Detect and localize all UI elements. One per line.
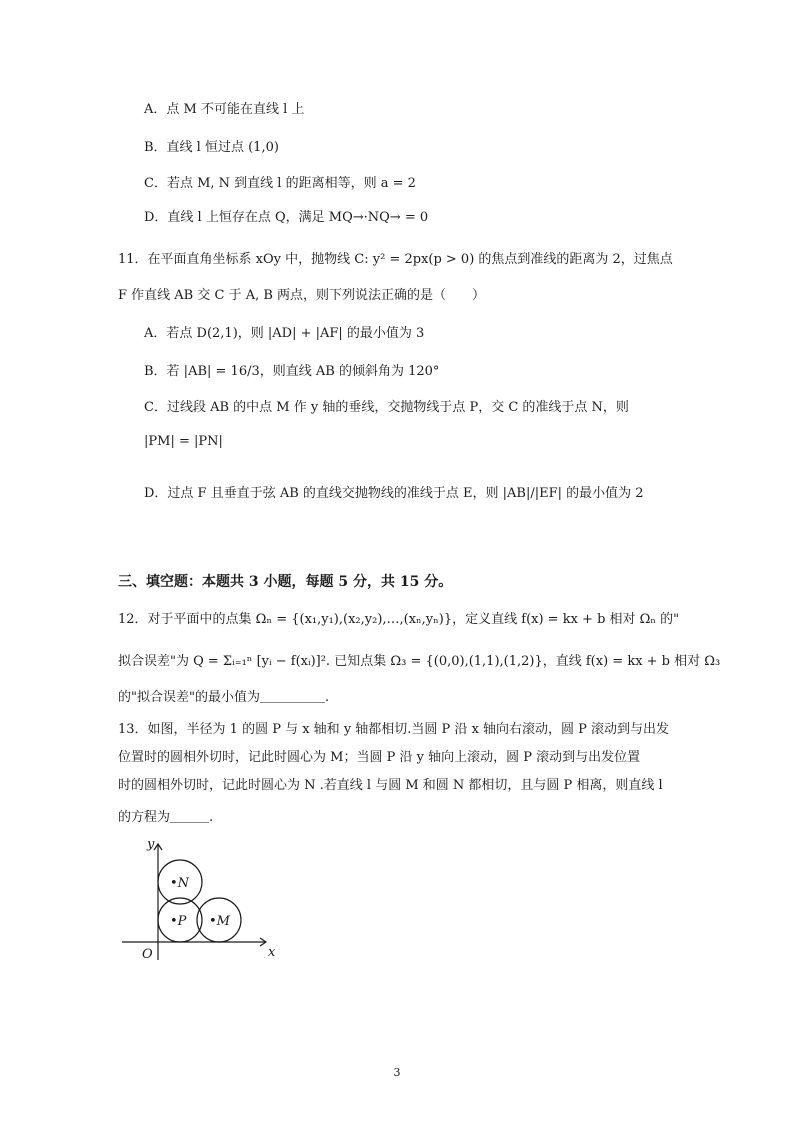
y-axis-label: y [147,837,155,852]
q12-line3: 的"拟合误差"的最小值为＿＿＿＿＿. [118,690,330,705]
q13-line4: 的方程为＿＿＿. [118,810,214,825]
q11-option-d: D．过点 F 且垂直于弦 AB 的直线交抛物线的准线于点 E，则 |AB|/|EF| 的最小值为 2 [144,486,644,501]
q10-option-b: B．直线 l 恒过点 (1,0) [144,140,279,155]
q13-line2: 位置时的圆相外切时，记此时圆心为 M；当圆 P 沿 y 轴向上滚动，圆 P 滚动到与出发位置 [118,750,641,765]
q10-option-d: D．直线 l 上恒存在点 Q，满足 MQ→·NQ→ = 0 [144,210,429,225]
q10-option-c: C．若点 M, N 到直线 l 的距离相等，则 a = 2 [144,176,416,191]
circles-figure [118,836,286,964]
q11-option-c-line1: C．过线段 AB 的中点 M 作 y 轴的垂线，交抛物线于点 P，交 C 的准线于点 N，则 [144,400,629,415]
q10-option-a: A．点 M 不可能在直线 l 上 [144,102,305,117]
section-title: 三、填空题：本题共 3 小题，每题 5 分，共 15 分。 [118,574,453,590]
circle-n-label: •N [170,876,190,891]
q13-line1: 13．如图，半径为 1 的圆 P 与 x 轴和 y 轴都相切.当圆 P 沿 x 轴向右滚动，圆 P 滚动到与出发 [118,722,670,737]
q12-line2: 拟合误差"为 Q = Σᵢ₌₁ⁿ [yᵢ − f(xᵢ)]². 已知点集 Ω₃ = {(0,0),(1,1),(1,2)}，直线 f(x) = kx + b 相对 Ω₃ [118,654,721,669]
q11-stem-line1: 11．在平面直角坐标系 xOy 中，抛物线 C: y² = 2px(p > 0) 的焦点到准线的距离为 2，过焦点 [118,252,673,267]
q12-line1: 12．对于平面中的点集 Ωₙ = {(x₁,y₁),(x₂,y₂),…,(xₙ,yₙ)}，定义直线 f(x) = kx + b 相对 Ωₙ 的" [118,612,680,627]
origin-label: O [142,947,153,962]
circle-m-label: •M [209,914,230,929]
x-axis-label: x [268,945,276,960]
page-number: 3 [393,1066,401,1079]
q11-option-c-line2: |PM| = |PN| [144,434,223,449]
q11-option-b: B．若 |AB| = 16/3，则直线 AB 的倾斜角为 120° [144,364,440,379]
q13-line3: 时的圆相外切时，记此时圆心为 N .若直线 l 与圆 M 和圆 N 都相切，且与圆 P 相离，则直线 l [118,778,663,793]
circle-p-label: •P [170,914,187,929]
q11-stem-line2: F 作直线 AB 交 C 于 A, B 两点，则下列说法正确的是（ ） [118,288,486,303]
q11-option-a: A．若点 D(2,1)，则 |AD| + |AF| 的最小值为 3 [144,326,425,341]
